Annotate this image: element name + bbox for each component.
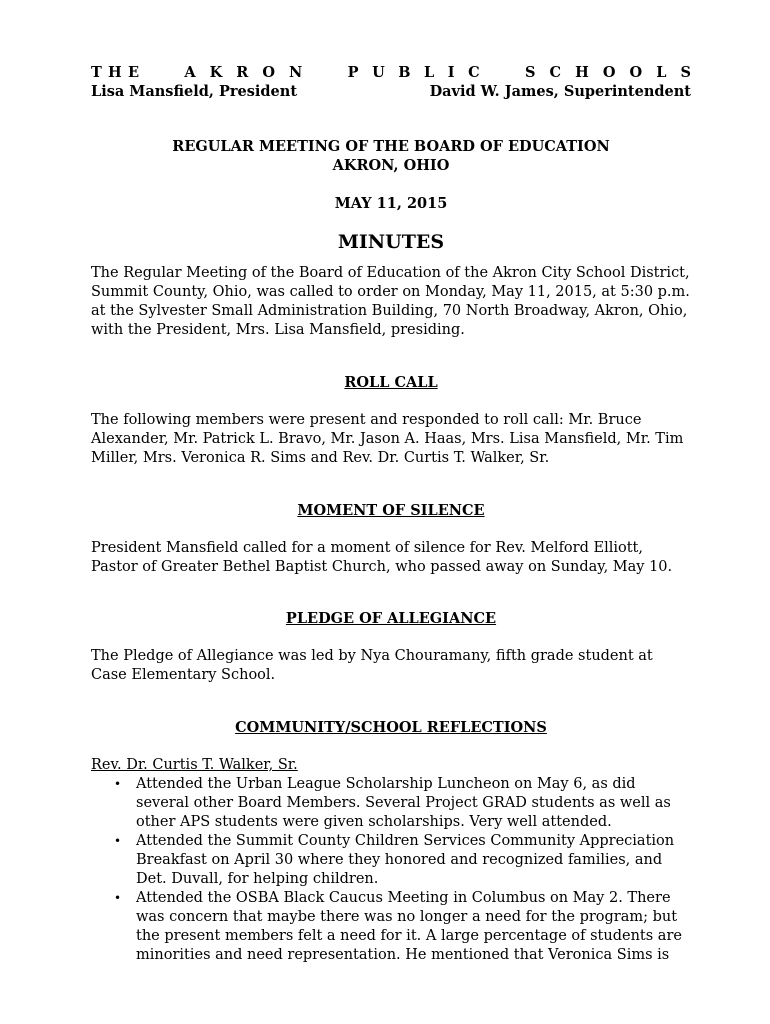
list-item: • Attended the Summit County Children Services Community Appreciation Breakfast on April 30 where they honored and recognized families, and Det. Duvall, for helping children. (114, 833, 675, 887)
bullet-icon: • (114, 891, 122, 905)
minutes-heading: MINUTES (337, 231, 445, 253)
intro-paragraph: The Regular Meeting of the Board of Education of the Akron City School District, Summit County, Ohio, was called to order on Monday, May 11, 2015, at 5:30 p.m. at the Sylvester Small Administration Building, 70 North Broadway, Akron, Ohio, with the President, Mrs. Lisa Mansfield, presiding. (91, 265, 690, 338)
pledge-paragraph: The Pledge of Allegiance was led by Nya Chouramany, fifth grade student at Case Elementary School. (91, 648, 653, 683)
reflections-speaker: Rev. Dr. Curtis T. Walker, Sr. (91, 757, 298, 773)
document-page (91, 64, 691, 965)
meeting-title (91, 137, 691, 175)
superintendent-name: David W. James, Superintendent (429, 83, 691, 100)
meeting-title-line2: AKRON, OHIO (332, 157, 450, 174)
pledge-heading: PLEDGE OF ALLEGIANCE (285, 610, 497, 627)
list-item: • Attended the Urban League Scholarship Luncheon on May 6, as did several other Board Members. Several Project GRAD students as well as other APS students were given scholarships. Very well attended. (114, 776, 671, 830)
letterhead-word-public: P U B L I C (347, 64, 480, 81)
meeting-title-line1: REGULAR MEETING OF THE BOARD OF EDUCATION (172, 138, 610, 155)
letterhead-names (91, 82, 691, 101)
letterhead-title (91, 64, 691, 82)
letterhead-word-the: T H E (91, 64, 139, 81)
moment-of-silence-heading: MOMENT OF SILENCE (297, 502, 485, 519)
reflections-heading: COMMUNITY/SCHOOL REFLECTIONS (235, 719, 547, 736)
letterhead-word-schools: S C H O O L S (524, 64, 691, 81)
bullet-icon: • (114, 777, 122, 791)
meeting-date: MAY 11, 2015 (334, 195, 448, 212)
bullet-icon: • (114, 834, 122, 848)
letterhead-word-akron: A K R O N (184, 64, 303, 81)
moment-of-silence-paragraph: President Mansfield called for a moment of silence for Rev. Melford Elliott, Pastor of Greater Bethel Baptist Church, who passed away on Sunday, May 10. (91, 540, 673, 575)
reflections-bullet-list (91, 775, 691, 965)
president-name: Lisa Mansfield, President (91, 83, 298, 100)
roll-call-heading: ROLL CALL (344, 374, 438, 391)
roll-call-paragraph: The following members were present and responded to roll call: Mr. Bruce Alexander, Mr. Patrick L. Bravo, Mr. Jason A. Haas, Mrs. Lisa Mansfield, Mr. Tim Miller, Mrs. Veronica R. Sims and Rev. Dr. Curtis T. Walker, Sr. (91, 412, 684, 466)
list-item: • Attended the OSBA Black Caucus Meeting in Columbus on May 2. There was concern that maybe there was no longer a need for the program; but the present members felt a need for it. A large percentage of students are minorities and need representation. He mentioned that Veronica Sims is (114, 890, 682, 963)
